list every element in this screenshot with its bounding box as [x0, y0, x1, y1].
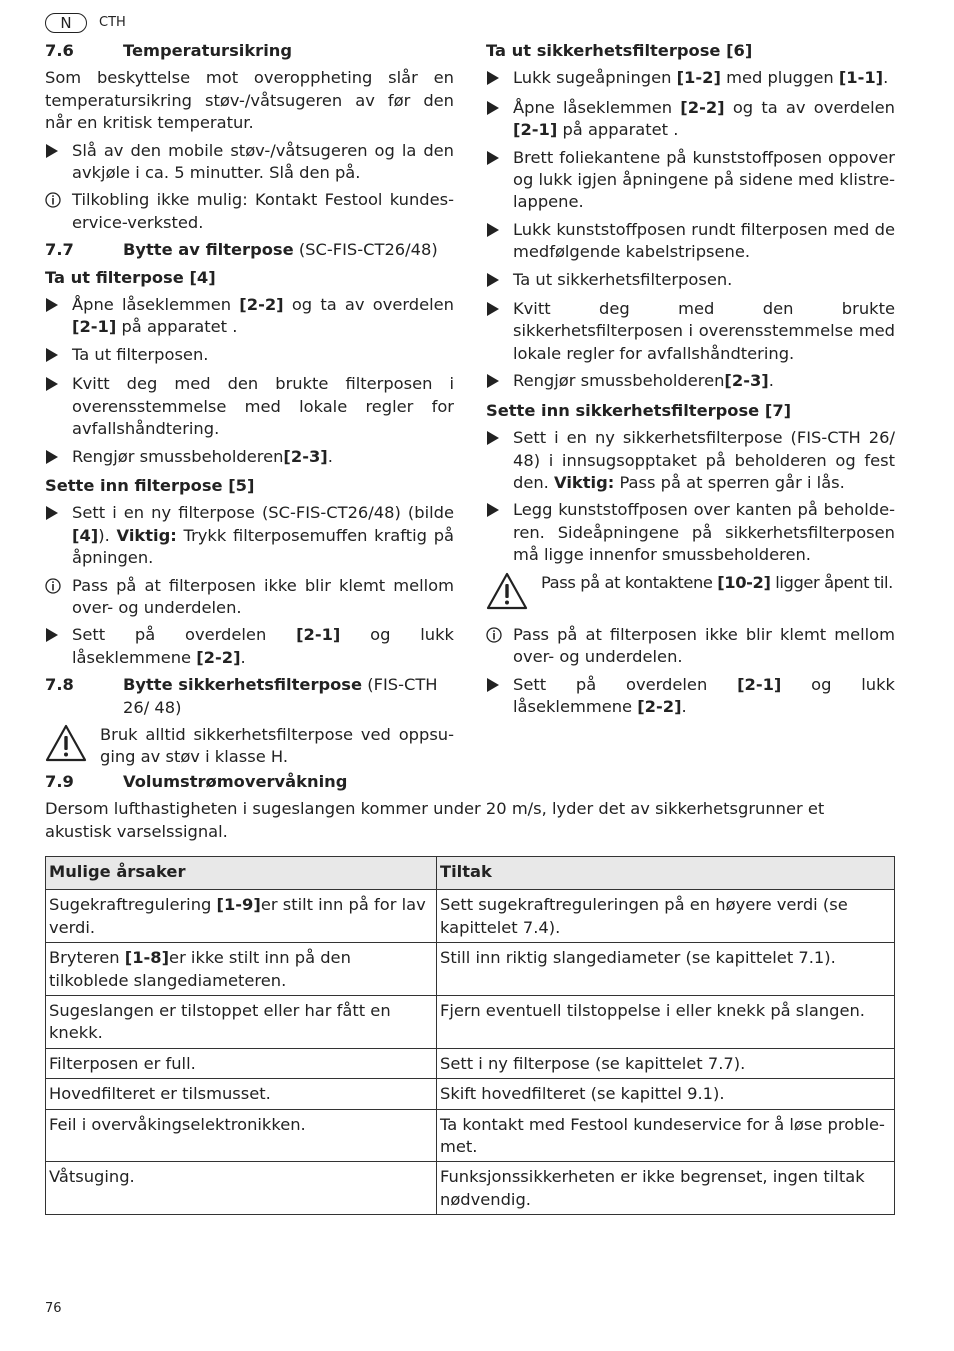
step-text: Kvitt deg med den brukte sikkerhetsfilterposen i overensstemmelse med lokale regler for avfallshåndtering. [513, 299, 895, 363]
triangle-right-icon [486, 269, 513, 293]
text-run: Pass på at kontaktene [541, 572, 718, 592]
section-heading-7-7 [45, 239, 454, 261]
step-item [486, 219, 895, 264]
table-row [46, 1048, 895, 1078]
text-run: Rengjør smussbeholderen [513, 371, 725, 391]
step-text: Lukk kunststoffposen rundt filterposen med de medfølgende kabelstripsene. [513, 219, 895, 262]
text-run: . [768, 371, 774, 391]
text-run: ligger åpent til. [770, 572, 893, 592]
step-item [45, 446, 454, 470]
section-title: Bytte sikkerhetsfilterpose [123, 675, 363, 695]
section-7-9 [45, 771, 895, 848]
section-title: Bytte av filterpose [123, 240, 294, 260]
step-text: Kvitt deg med den brukte filterposen i overensstemmelse med lokale regler for avfallshåndtering. [72, 374, 454, 439]
table-cell: Sett sugekraftreguleringen på en høyere verdi (se kapittelet 7.4). [437, 890, 895, 943]
table-cell: Sett i ny filterpose (se kapittelet 7.7). [437, 1048, 895, 1078]
figure-ref: [4] [72, 525, 99, 545]
triangle-right-icon [486, 147, 513, 214]
section-heading-7-8 [45, 674, 454, 719]
table-cell: Skift hovedfilteret (se kapittel 9.1). [437, 1079, 895, 1109]
text-run: Åpne låseklemmen [513, 97, 681, 117]
triangle-right-icon [486, 499, 513, 566]
model-label: CTH [99, 15, 126, 30]
table-cell: Sugeslangen er tilstoppet eller har fått en knekk. [46, 996, 437, 1049]
table-cell: Fjern eventuell tilstoppelse i eller knekk på slangen. [437, 996, 895, 1049]
text-run: Åpne låseklemmen [72, 295, 240, 315]
figure-ref: [2-1] [72, 317, 117, 337]
table-cell: Funksjonssikkerheten er ikke begrenset, ingen tiltak nødvendig. [437, 1162, 895, 1215]
section-title: Volumstrømovervåkning [123, 772, 348, 791]
section-number: 7.7 [45, 240, 74, 260]
text-run: Sett i en ny filterpose (SC-FIS-CT26/48) (bilde [72, 503, 454, 523]
note-text: Pass på at filterposen ikke blir klemt mellom over- og underdelen. [72, 575, 454, 617]
step-item [486, 427, 895, 494]
paragraph: Dersom lufthastigheten i sugeslangen kommer under 20 m/s, lyder det av sikkerhetsgrunner et akustisk varselssignal. [45, 799, 825, 841]
step-item [486, 97, 895, 142]
step-item [45, 140, 454, 185]
step-item [45, 502, 454, 569]
text-run: og lukk låseklemmene [513, 674, 895, 717]
text-run: på apparatet . [116, 317, 238, 337]
text-run: Sett på overdelen [513, 674, 738, 694]
figure-ref: [1-8] [124, 948, 170, 968]
step-text: Ta ut sikkerhetsfilterposen. [513, 269, 733, 289]
step-text [513, 67, 895, 91]
text-run: på apparatet . [557, 120, 679, 140]
text-run: . [681, 697, 687, 717]
step-text: Legg kunststoffposen over kanten på beholderen. Sideåpningene på sikkerhetsfilterposen må ligge innenfor smussbeholderen. [513, 500, 895, 565]
step-text [72, 446, 454, 470]
table-row [46, 996, 895, 1049]
emphasis: Viktig: [116, 525, 177, 545]
triangle-right-icon [486, 298, 513, 365]
table-row [46, 1109, 895, 1162]
table-cell: Hovedfilteret er tilsmusset. [46, 1079, 437, 1109]
text-run: Pass på at sperren går i lås. [614, 472, 845, 492]
text-run: er stilt inn på for lav verdi. [49, 895, 426, 937]
section-title: Temperatursikring [123, 41, 293, 60]
section-heading-7-6 [45, 40, 454, 62]
text-run: Rengjør smussbeholderen [72, 446, 284, 466]
triangle-right-icon [45, 140, 72, 185]
figure-ref: [2-2] [637, 697, 682, 717]
warning-triangle-icon [486, 572, 541, 616]
text-run: Sett på overdelen [72, 625, 297, 645]
text-run: . [240, 647, 246, 667]
triangle-right-icon [486, 67, 513, 91]
step-text: Brett foliekantene på kunststoffposen oppover og lukk igjen åpningene på sidene med klistrelappene. [513, 147, 895, 212]
section-number: 7.8 [45, 675, 74, 695]
info-circle-icon [45, 189, 72, 234]
section-title-suffix: (FIS-CTH 26/ 48) [123, 675, 438, 717]
figure-ref: [2-1] [737, 674, 782, 694]
text-run: . [327, 446, 333, 466]
table-row [46, 1079, 895, 1109]
table-row [46, 943, 895, 996]
table-cell: Filterposen er full. [46, 1048, 437, 1078]
section-number: 7.9 [45, 772, 74, 791]
subheading: Ta ut filterpose [4] [45, 267, 216, 287]
step-item [486, 499, 895, 566]
text-run: Sett i en ny sikkerhetsfilterpose (FIS-CTH 26/ 48) i innsugsopptaket på beholderen og fest den. [513, 428, 895, 492]
section-heading-7-9 [45, 771, 895, 793]
step-text [513, 370, 895, 394]
subheading: Sette inn sikkerhetsfilterpose [7] [486, 400, 792, 420]
step-item [45, 294, 454, 339]
figure-ref: [1-9] [216, 895, 261, 915]
language-badge [45, 13, 87, 33]
table-cell: Våtsuging. [46, 1162, 437, 1215]
text-run: og ta av overdelen [283, 295, 455, 315]
paragraph: Som beskyttelse mot overoppheting slår en temperatursikring støv-/våtsugeren av før den når en kritisk temperatur. [45, 68, 454, 133]
troubleshooting-table-wrap [45, 856, 895, 1215]
triangle-right-icon [486, 674, 513, 719]
column-header: Tiltak [437, 857, 895, 890]
figure-ref: [1-2] [676, 68, 721, 88]
step-text [72, 624, 454, 669]
step-text [513, 674, 895, 719]
text-run: Lukk sugeåpningen [513, 68, 677, 88]
triangle-right-icon [45, 502, 72, 569]
step-item [486, 298, 895, 365]
table-cell: Feil i overvåkingselektronikken. [46, 1109, 437, 1162]
step-item [486, 147, 895, 214]
warning-text: Bruk alltid sikkerhetsfilterpose ved oppsuging av støv i klasse H. [100, 724, 454, 767]
note-text: Tilkobling ikke mulig: Kontakt Festool kundeservice-verksted. [72, 190, 454, 232]
step-item [486, 67, 895, 91]
triangle-right-icon [45, 373, 72, 440]
language-code: N [60, 14, 72, 32]
warning-triangle-icon [45, 724, 100, 769]
warning-text [541, 572, 895, 616]
step-item [486, 269, 895, 293]
right-column [486, 40, 895, 724]
figure-ref: [2-3] [724, 371, 769, 391]
text-run: ). [98, 525, 117, 545]
triangle-right-icon [486, 97, 513, 142]
figure-ref: [2-1] [513, 120, 558, 140]
subheading: Ta ut sikkerhetsfilterpose [6] [486, 41, 753, 60]
figure-ref: [2-2] [680, 97, 725, 117]
step-item [45, 373, 454, 440]
step-item [486, 674, 895, 719]
table-row [46, 890, 895, 943]
table-cell [46, 943, 437, 996]
text-run: Bryteren [49, 948, 125, 968]
table-cell: Ta kontakt med Festool kundeservice for å løse problemet. [437, 1109, 895, 1162]
text-run: Sugekraftregulering [49, 895, 217, 915]
step-text: Ta ut filterposen. [72, 344, 209, 364]
figure-ref: [2-3] [283, 446, 328, 466]
text-run: og ta av overdelen [724, 97, 896, 117]
step-text [72, 294, 454, 339]
triangle-right-icon [486, 219, 513, 264]
step-item [486, 370, 895, 394]
triangle-right-icon [45, 294, 72, 339]
text-run: og lukk låseklemmene [72, 625, 454, 667]
note-text: Pass på at filterposen ikke blir klemt mellom over- og underdelen. [513, 624, 895, 667]
column-header: Mulige årsaker [46, 857, 437, 890]
step-item [45, 344, 454, 368]
triangle-right-icon [486, 427, 513, 494]
section-title-suffix: (SC-FIS-CT26/48) [293, 240, 438, 260]
triangle-right-icon [45, 344, 72, 368]
table-cell [46, 890, 437, 943]
triangle-right-icon [45, 446, 72, 470]
figure-ref: [2-2] [239, 295, 284, 315]
left-column [45, 40, 454, 777]
step-item [45, 624, 454, 669]
figure-ref: [10-2] [717, 572, 771, 592]
text-run: . [883, 68, 889, 88]
step-text [72, 502, 454, 569]
info-circle-icon [45, 575, 72, 620]
figure-ref: [2-2] [196, 647, 241, 667]
figure-ref: [1-1] [838, 68, 884, 88]
warning-box [486, 572, 895, 616]
subheading: Sette inn filterpose [5] [45, 475, 255, 495]
text-run: Trykk filterposemuffen kraftig på åpningen. [72, 525, 455, 568]
info-note [45, 189, 454, 234]
triangle-right-icon [486, 370, 513, 394]
info-note [45, 575, 454, 620]
table-row [46, 1162, 895, 1215]
warning-box [45, 724, 454, 769]
figure-ref: [2-1] [296, 625, 341, 645]
triangle-right-icon [45, 624, 72, 669]
table-cell: Still inn riktig slangediameter (se kapittelet 7.1). [437, 943, 895, 996]
info-circle-icon [486, 624, 513, 669]
troubleshooting-table [45, 856, 895, 1215]
step-text: Slå av den mobile støv-/våtsugeren og la den avkjøle i ca. 5 minutter. Slå den på. [72, 140, 454, 183]
step-text [513, 427, 895, 494]
section-number: 7.6 [45, 41, 74, 60]
info-note [486, 624, 895, 669]
text-run: med pluggen [720, 68, 839, 88]
page-number: 76 [45, 1301, 62, 1316]
table-header-row [46, 857, 895, 890]
emphasis: Viktig: [554, 472, 615, 492]
text-run: er ikke stilt inn på den tilkoblede slangediameteren. [49, 948, 351, 990]
step-text [513, 97, 895, 142]
